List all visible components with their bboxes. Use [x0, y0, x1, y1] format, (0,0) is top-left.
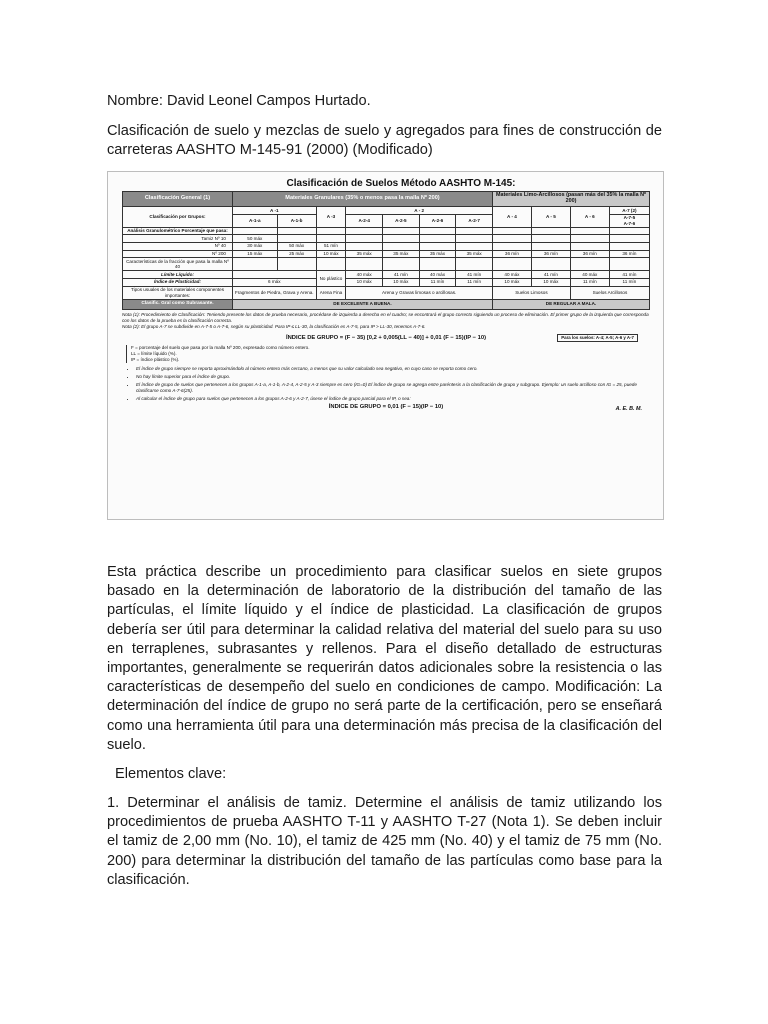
rule-item: • El índice de grupo siempre se reporta aproximándolo al número entero más cercano, a menos que su valor calculado sea negativo, en cuyo caso se reporta como cero.: [136, 366, 650, 372]
subgrade-excellent-good: DE EXCELENTE A BUENA.: [232, 299, 492, 309]
table-cell: [419, 235, 456, 243]
table-cell: 36 mín: [531, 250, 570, 258]
liquid-limit-row: Límite Líquido: No plástico 40 máx 41 mín 40 máx 41 mín 40 máx 41 mín 40 máx 41 mín: [123, 271, 650, 279]
table-cell: [456, 235, 493, 243]
table-cell: 41 mín: [456, 271, 493, 279]
step-1-paragraph: 1. Determinar el análisis de tamiz. Determine el análisis de tamiz utilizando los procedimientos de prueba AASHTO T-11 y AASHTO T-27 (Nota 1). Se deben incluir el tamiz de 2,00 mm (No. 10), el tamiz de 425 mm (No. 40) y el tamiz de 75 mm (No. 200) para determinar la distribución del tamaño de las partículas como base para la clasificación.: [107, 795, 662, 888]
table-cell: 40 máx: [346, 271, 383, 279]
table-cell: [531, 235, 570, 243]
table-cell: [456, 242, 493, 250]
formula-applicability-box: Para los suelos: A-4; A-5; A-6 y A-7: [557, 334, 638, 342]
general-classification-header: Clasificación General (1): [123, 192, 233, 207]
table-cell: [277, 235, 316, 243]
table-cell: 11 mín: [419, 278, 456, 286]
table-cell: 11 mín: [570, 278, 609, 286]
note-1: Nota (1): Procedimiento de Clasificación: Teniendo presente los datos de prueba necesario, procédase de izquierda a derecha en el cuadro; se encontrará el grupo correcto siguiendo un proceso de eliminación. El primer grupo de la izquierda que corresponda con los datos de la prueba es la clasificación correcta.: [122, 311, 649, 323]
table-cell: 10 máx: [492, 278, 531, 286]
figure-signature: A. E. B. M.: [615, 405, 642, 412]
table-cell: 40 máx: [492, 271, 531, 279]
table-cell: 40 máx: [570, 271, 609, 279]
group-classification-label: Clasificación por Grupos:: [123, 207, 233, 228]
author-name: Nombre: David Leonel Campos Hurtado.: [107, 93, 371, 109]
non-plastic-cell: No plástico: [316, 271, 346, 286]
group-a2: A - 2: [346, 207, 493, 215]
table-cell: 41 mín: [531, 271, 570, 279]
table-cell: 36 mín: [609, 250, 649, 258]
tamiz-200-row: Nº 200 15 máx 25 máx 10 máx 35 máx 35 máx 35 máx 35 máx 36 mín 36 mín 36 mín 36 mín: [123, 250, 650, 258]
subgroup-cell: A-2-6: [419, 214, 456, 227]
granulometric-label: Análisis Granulométrico Porcentaje que pasa:: [123, 227, 233, 235]
table-cell: 25 máx: [277, 250, 316, 258]
table-cell: [570, 235, 609, 243]
type-a2: Arena y Gravas limosas o arcillosas.: [346, 286, 493, 299]
tamiz-10-row: Tamiz Nº 10 50 máx: [123, 235, 650, 243]
table-cell: 15 máx: [232, 250, 277, 258]
group-a3: A -3: [316, 207, 346, 228]
classification-table: [122, 191, 650, 310]
table-cell: [609, 235, 649, 243]
aashto-classification-figure: [107, 171, 664, 520]
legend-ll: LL = límite líquido (%).: [131, 350, 177, 356]
key-elements-title: Elementos clave:: [115, 766, 227, 782]
rule-item: • No hay límite superior para el índice de grupo.: [136, 374, 650, 380]
table-cell: 40 máx: [419, 271, 456, 279]
table-cell: 50 máx: [232, 235, 277, 243]
table-cell: [346, 242, 383, 250]
tamiz-40-row: Nº 40 30 máx 50 máx 51 mín: [123, 242, 650, 250]
group-index-formula: ÍNDICE DE GRUPO = (F − 35) [0,2 + 0,005(LL − 40)] + 0,01 (F − 15)(IP − 10) Para los suelos: A-4; A-5; A-6 y A-7: [122, 335, 650, 341]
group-a5: A - 5: [531, 207, 570, 228]
table-cell: 11 mín: [609, 278, 649, 286]
group-a1: A -1: [232, 207, 316, 215]
partial-group-index-formula: ÍNDICE DE GRUPO = 0,01 (F − 15)(IP − 10): [328, 403, 444, 410]
type-clayey: Suelos Arcillosos: [570, 286, 649, 299]
note-2: Nota (2): El grupo A-7 se subdivide en A-7-5 o A-7-6, según su plasticidad. Para IP ≤ LL-30, la clasificación es A-7-5, para IP > LL-30, tenemos A-7-6.: [122, 323, 426, 329]
table-cell: 35 máx: [419, 250, 456, 258]
subgroup-cell: A-2-7: [456, 214, 493, 227]
group-a4: A - 4: [492, 207, 531, 228]
table-cell: 30 máx: [232, 242, 277, 250]
subgrade-fair-poor: DE REGULAR A MALA.: [492, 299, 649, 309]
table-cell: 36 mín: [570, 250, 609, 258]
fraction-label: Características de la fracción que pasa la malla Nº 40: [123, 258, 233, 271]
formula-legend: [126, 345, 650, 363]
table-cell: [419, 242, 456, 250]
table-cell: 41 mín: [383, 271, 420, 279]
subgroup-cell: A-1-b: [277, 214, 316, 227]
table-cell: 50 máx: [277, 242, 316, 250]
table-cell: [346, 235, 383, 243]
document-heading: Clasificación de suelo y mezclas de suelo y agregados para fines de construcción de carreteras AASHTO M-145-91 (2000) (Modificado): [107, 123, 662, 159]
table-cell: [570, 242, 609, 250]
table-cell: 35 máx: [383, 250, 420, 258]
type-a1: Fragmentos de Piedra, Grava y Arena.: [232, 286, 316, 299]
table-cell: 10 máx: [383, 278, 420, 286]
table-cell: 11 mín: [456, 278, 493, 286]
group-index-rules: [122, 366, 650, 402]
subgroup-cell: A-2-4: [346, 214, 383, 227]
figure-title: Clasificación de Suelos Método AASHTO M-145:: [286, 178, 516, 189]
table-cell: [383, 235, 420, 243]
subgroup-cell: A-1-a: [232, 214, 277, 227]
table-cell: [316, 235, 346, 243]
type-silty: Suelos Limosos: [492, 286, 570, 299]
table-cell: [531, 242, 570, 250]
plasticity-index-row: Índice de Plasticidad: 6 máx 10 máx 10 máx 11 mín 11 mín 10 máx 10 máx 11 mín 11 mín: [123, 278, 650, 286]
group-a7: A-7 (2): [609, 207, 649, 215]
table-cell: [492, 242, 531, 250]
subgrade-label: Clasific. Gral como Subrasante.: [123, 299, 233, 309]
legend-f: F = porcentaje del suelo que pasa por la malla Nº 200, expresado como número entero.: [131, 344, 310, 350]
table-cell: 10 máx: [346, 278, 383, 286]
intro-paragraph: Esta práctica describe un procedimiento para clasificar suelos en siete grupos basado en la determinación de laboratorio de la distribución del tamaño de las partículas, el límite líquido y el índice de plasticidad. La clasificación de grupos debería ser útil para determinar la calidad relativa del material del suelo para su uso en terraplenes, subrasantes y rellenos. Para el diseño detallado de estructuras importantes, generalmente se requerirán datos adicionales sobre la resistencia o las características de desempeño del suelo en condiciones de campo. Modificación: La determinación del índice de grupo no será parte de la certificación, pero se enseñará como una herramienta útil para una determinación más precisa de la clasificación del suelo.: [107, 564, 662, 753]
table-cell: 35 máx: [346, 250, 383, 258]
material-types-label: Tipos usuales de los materiales componentes importantes:: [123, 286, 233, 299]
group-a6: A - 6: [570, 207, 609, 228]
subgroup-cell: A-2-5: [383, 214, 420, 227]
subgroup-a7-cell: A-7-5 A-7-6: [609, 214, 649, 227]
granular-materials-header: Materiales Granulares (35% o menos pasa la malla Nº 200): [232, 192, 492, 207]
rule-item: • El índice de grupo de suelos que pertenecen a los grupos A-1-a, A-1-b, A-2-4, A-2-5 y A-3 siempre es cero (IG=0) El índice de grupo se agrega entre paréntesis a la clasificación de grupo y subgrupo. Ejemplo: un suelo arcilloso con IG = 25, puede clasificarse como A-7-6(25).: [136, 382, 650, 394]
legend-ip: IP = índice plástico (%).: [131, 356, 180, 362]
table-cell: 41 mín: [609, 271, 649, 279]
silt-clay-materials-header: Materiales Limo-Arcillosos (pasan más del 35% la malla Nº 200): [492, 192, 649, 207]
table-cell: 10 máx: [316, 250, 346, 258]
table-cell: 35 máx: [456, 250, 493, 258]
table-cell: [383, 242, 420, 250]
table-cell: [609, 242, 649, 250]
table-cell: 10 máx: [531, 278, 570, 286]
table-cell: 36 mín: [492, 250, 531, 258]
rule-item: • Al calcular el índice de grupo para suelos que pertenecen a los grupos A-2-6 y A-2-7, úsese el índice de grupo parcial para el IP, o sea:: [136, 396, 650, 402]
figure-notes: [122, 312, 650, 330]
table-cell: 51 mín: [316, 242, 346, 250]
table-cell: [492, 235, 531, 243]
type-a3: Arena Fina: [316, 286, 346, 299]
